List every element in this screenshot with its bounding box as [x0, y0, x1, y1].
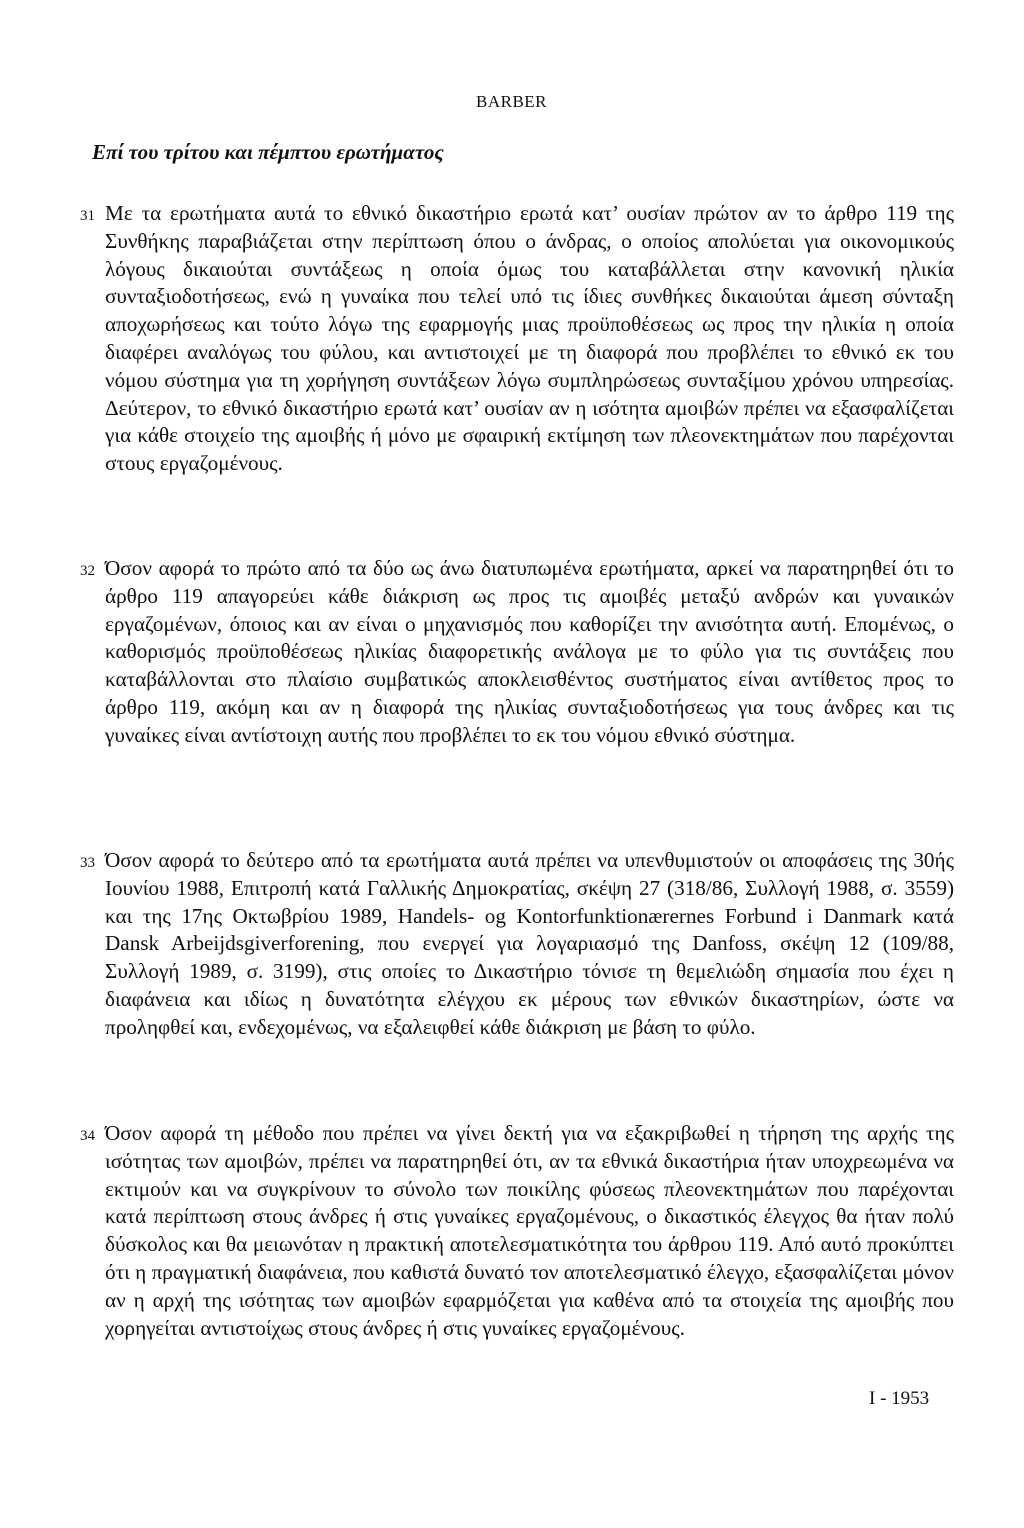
paragraph-number: 32	[80, 563, 95, 579]
section-heading: Επί του τρίτου και πέμπτου ερωτήματος	[92, 140, 444, 164]
paragraph-number: 33	[80, 855, 95, 871]
page-folio: I - 1953	[869, 1388, 930, 1409]
running-head: BARBER	[476, 92, 548, 111]
paragraph-text: Με τα ερωτήματα αυτά το εθνικό δικαστήριο ερωτά κατ’ ουσίαν πρώτον αν το άρθρο 119 της Συνθήκης παραβιάζεται στην περίπτωση όπου ο άνδρας, ο οποίος απολύεται για οικονομικούς λόγους δικαιούται συντάξεως η οποία όμως του καταβάλλεται στην κανονική ηλικία συνταξιοδοτήσεως, ενώ η γυναίκα που τελεί υπό τις ίδιες συνθήκες δικαιούται άμεση σύνταξη αποχωρήσεως και τούτο λόγω της εφαρμογής μιας προϋποθέσεως ως προς την ηλικία η οποία διαφέρει αναλόγως του φύλου, και αντιστοιχεί με τη διαφορά που προβλέπει το εθνικό εκ του νόμου σύστημα για τη χορήγηση συντάξεων λόγω συμπληρώσεως συνταξίμου χρόνου υπηρεσίας. Δεύτερον, το εθνικό δικαστήριο ερωτά κατ’ ουσίαν αν η ισότητα αμοιβών πρέπει να εξασφαλίζεται για κάθε στοιχείο της αμοιβής ή μόνο με σφαιρική εκτίμηση των πλεονεκτημάτων που παρέχονται στους εργαζομένους.	[105, 201, 954, 476]
paragraph-text: Όσον αφορά το δεύτερο από τα ερωτήματα αυτά πρέπει να υπενθυμιστούν οι αποφάσεις της 30ής Ιουνίου 1988, Επιτροπή κατά Γαλλικής Δημοκρατίας, σκέψη 27 (318/86, Συλλογή 1988, σ. 3559) και της 17ης Οκτωβρίου 1989, Handels- og Kontorfunktionærernes Forbund i Danmark κατά Dansk Arbeijdsgiverforening, που ενεργεί για λογαριασμό της Danfoss, σκέψη 12 (109/88, Συλλογή 1989, σ. 3199), στις οποίες το Δικαστήριο τόνισε τη θεμελιώδη σημασία που έχει η διαφάνεια και ιδίως η δυνατότητα ελέγχου εκ μέρους των εθνικών δικαστηρίων, ώστε να προληφθεί και, ενδεχομένως, να εξαλειφθεί κάθε διάκριση με βάση το φύλο.	[105, 848, 954, 1039]
paragraph-number: 31	[80, 208, 95, 224]
paragraph-text: Όσον αφορά το πρώτο από τα δύο ως άνω διατυπωμένα ερωτήματα, αρκεί να παρατηρηθεί ότι το άρθρο 119 απαγορεύει κάθε διάκριση ως προς τις αμοιβές μεταξύ ανδρών και γυναικών εργαζομένων, όποιος και αν είναι ο μηχανισμός που καθορίζει την ανισότητα αυτή. Επομένως, ο καθορισμός προϋποθέσεως ηλικίας διαφορετικής ανάλογα με το φύλο για τις συντάξεις που καταβάλλονται στο πλαίσιο συμβατικώς αποκλεισθέντος συστήματος είναι αντίθετος προς το άρθρο 119, ακόμη και αν η διαφορά της ηλικίας συνταξιοδοτήσεως για τους άνδρες και τις γυναίκες είναι αντίστοιχη αυτής που προβλέπει το εκ του νόμου εθνικό σύστημα.	[105, 556, 954, 747]
paragraph-text: Όσον αφορά τη μέθοδο που πρέπει να γίνει δεκτή για να εξακριβωθεί η τήρηση της αρχής της ισότητας των αμοιβών, πρέπει να παρατηρηθεί ότι, αν τα εθνικά δικαστήρια ήταν υποχρεωμένα να εκτιμούν και να συγκρίνουν το σύνολο των ποικίλης φύσεως πλεονεκτημάτων που παρέχονται κατά περίπτωση στους άνδρες ή στις γυναίκες εργαζομένους, ο δικαστικός έλεγχος θα ήταν πολύ δύσκολος και θα μειωνόταν η πρακτική αποτελεσματικότητα του άρθρου 119. Από αυτό προκύπτει ότι η πραγματική διαφάνεια, που καθιστά δυνατό τον αποτελεσματικό έλεγχο, εξασφαλίζεται μόνον αν η αρχή της ισότητας των αμοιβών εφαρμόζεται για καθένα από τα στοιχεία της αμοιβής που χορηγείται αντιστοίχως στους άνδρες ή στις γυναίκες εργαζομένους.	[105, 1121, 954, 1340]
paragraph-number: 34	[80, 1128, 95, 1144]
